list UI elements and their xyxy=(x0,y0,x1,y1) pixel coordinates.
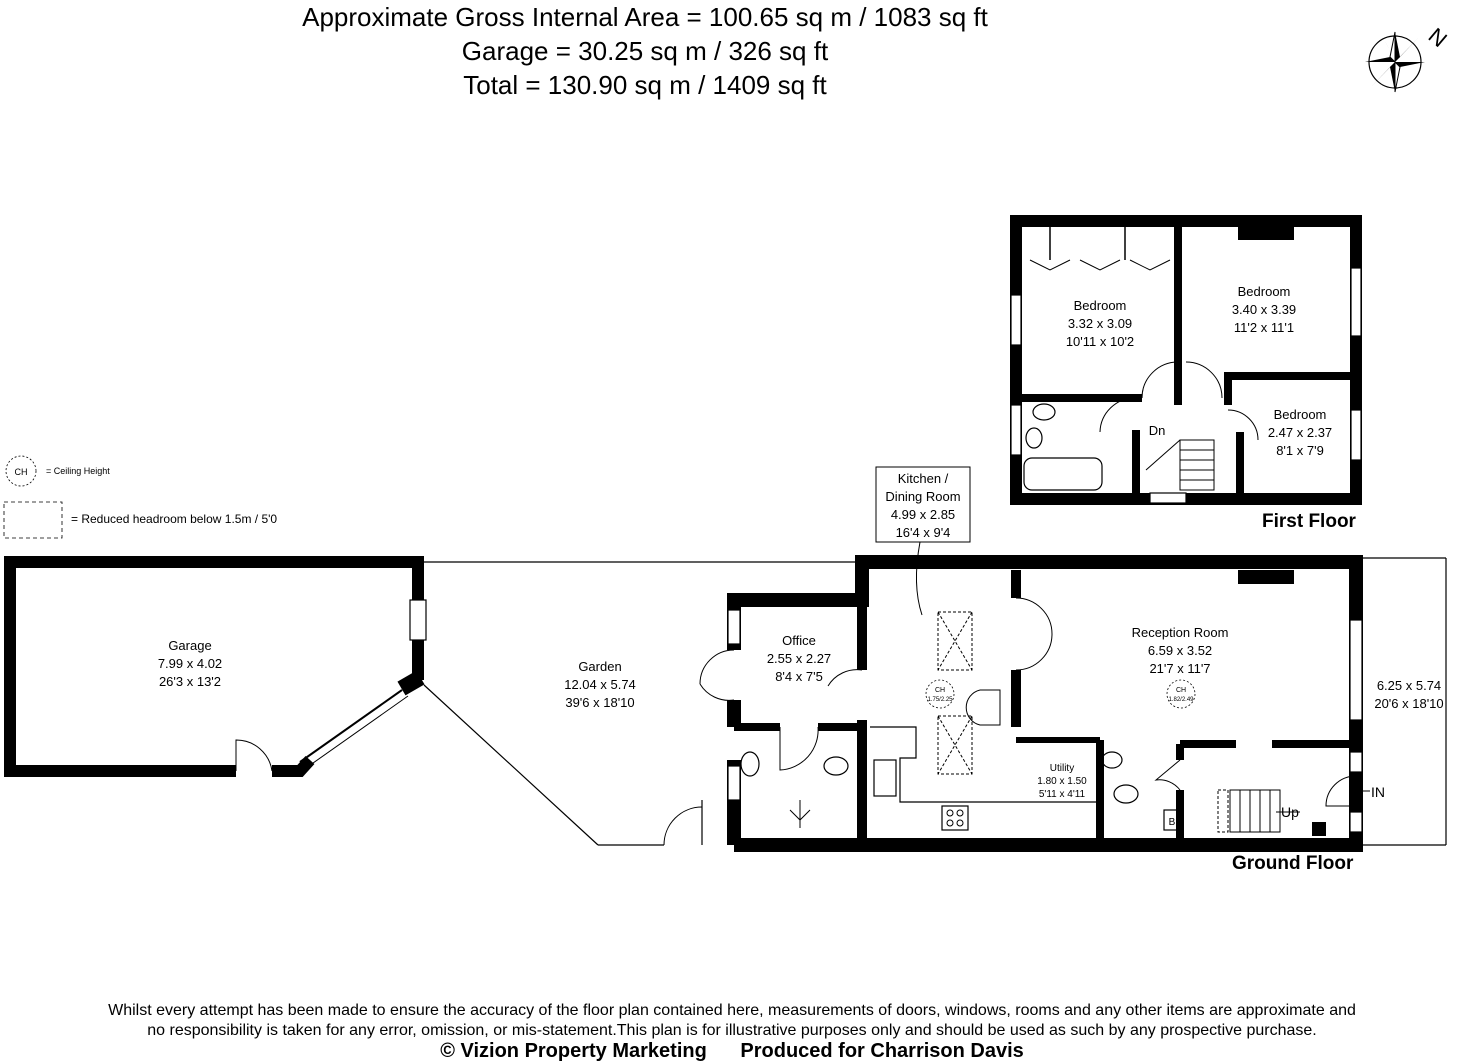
header-area-line: Approximate Gross Internal Area = 100.65 sq m / 1083 sq ft xyxy=(302,2,988,32)
kitchen-ch-symbol: CH xyxy=(934,687,946,694)
gf-stairs-label: Up xyxy=(1281,804,1299,820)
disclaimer-line2: no responsibility is taken for any error, omission, or mis-statement.This plan is for illustrative purposes only and should be used as such by any prospective purchase. xyxy=(147,1022,1317,1039)
header-total-line: Total = 130.90 sq m / 1409 sq ft xyxy=(463,70,827,100)
office-name: Office xyxy=(782,633,816,648)
utility-imperial: 5'11 x 4'11 xyxy=(1038,789,1086,800)
reception-imperial: 21'7 x 11'7 xyxy=(1149,661,1211,676)
office-imperial: 8'4 x 7'5 xyxy=(775,669,823,684)
boiler-label: B xyxy=(1168,817,1176,828)
office-metric: 2.55 x 2.27 xyxy=(766,651,832,666)
entrance-label: IN xyxy=(1371,784,1385,800)
utility-metric: 1.80 x 1.50 xyxy=(1037,776,1087,787)
garage-metric: 7.99 x 4.02 xyxy=(157,656,223,671)
reception-metric: 6.59 x 3.52 xyxy=(1147,643,1213,658)
ff-bedroom1-name: Bedroom xyxy=(1073,298,1127,313)
legend-headroom-text: = Reduced headroom below 1.5m / 5'0 xyxy=(71,512,278,526)
footer-credits xyxy=(0,1040,1464,1063)
ff-bedroom3-name: Bedroom xyxy=(1273,407,1327,422)
disclaimer xyxy=(0,1001,1464,1041)
first-floor-plan xyxy=(1011,221,1361,503)
kitchen-ch-value: 1.75/2.25 xyxy=(927,697,953,703)
ff-bedroom2-imperial: 11'2 x 11'1 xyxy=(1233,320,1295,335)
ff-bedroom3-imperial: 8'1 x 7'9 xyxy=(1276,443,1324,458)
kitchen-name-line2: Dining Room xyxy=(885,489,961,504)
ff-bedroom2-metric: 3.40 x 3.39 xyxy=(1231,302,1297,317)
ff-bedroom1-imperial: 10'11 x 10'2 xyxy=(1065,334,1135,349)
garden-name: Garden xyxy=(578,659,622,674)
legend-headroom-box xyxy=(4,502,62,538)
ff-bedroom2-name: Bedroom xyxy=(1237,284,1291,299)
kitchen-metric: 4.99 x 2.85 xyxy=(890,507,956,522)
kitchen-name-line1: Kitchen / xyxy=(897,471,949,486)
side-area-metric: 6.25 x 5.74 xyxy=(1376,678,1442,693)
kitchen-imperial: 16'4 x 9'4 xyxy=(895,525,951,540)
garage-imperial: 26'3 x 13'2 xyxy=(158,674,222,689)
garage-name: Garage xyxy=(168,638,212,653)
reception-ch-symbol: CH xyxy=(1175,687,1187,694)
compass-north-label: N xyxy=(1423,22,1452,53)
legend-ch-symbol: CH xyxy=(14,467,28,477)
side-area-imperial: 20'6 x 18'10 xyxy=(1374,696,1444,711)
ground-floor-plan xyxy=(700,562,1362,845)
header-garage-line: Garage = 30.25 sq m / 326 sq ft xyxy=(461,36,829,66)
ff-bedroom1-metric: 3.32 x 3.09 xyxy=(1067,316,1133,331)
ground-floor-label: Ground Floor xyxy=(1232,853,1354,874)
disclaimer-line1: Whilst every attempt has been made to ensure the accuracy of the floor plan contained here, measurements of doors, windows, rooms and any other items are approximate and xyxy=(108,1002,1356,1019)
utility-name: Utility xyxy=(1049,763,1075,774)
copyright-text: © Vizion Property Marketing xyxy=(440,1040,707,1062)
reception-name: Reception Room xyxy=(1131,625,1229,640)
reception-ch-value: 1.82/2.49 xyxy=(1168,697,1194,703)
garden-imperial: 39'6 x 18'10 xyxy=(565,695,635,710)
ff-stairs-label: Dn xyxy=(1148,423,1166,438)
legend-ch-text: = Ceiling Height xyxy=(46,466,110,476)
first-floor-label: First Floor xyxy=(1262,511,1356,532)
garden-metric: 12.04 x 5.74 xyxy=(564,677,636,692)
produced-for-text: Produced for Charrison Davis xyxy=(740,1040,1024,1062)
ff-bedroom3-metric: 2.47 x 2.37 xyxy=(1267,425,1333,440)
